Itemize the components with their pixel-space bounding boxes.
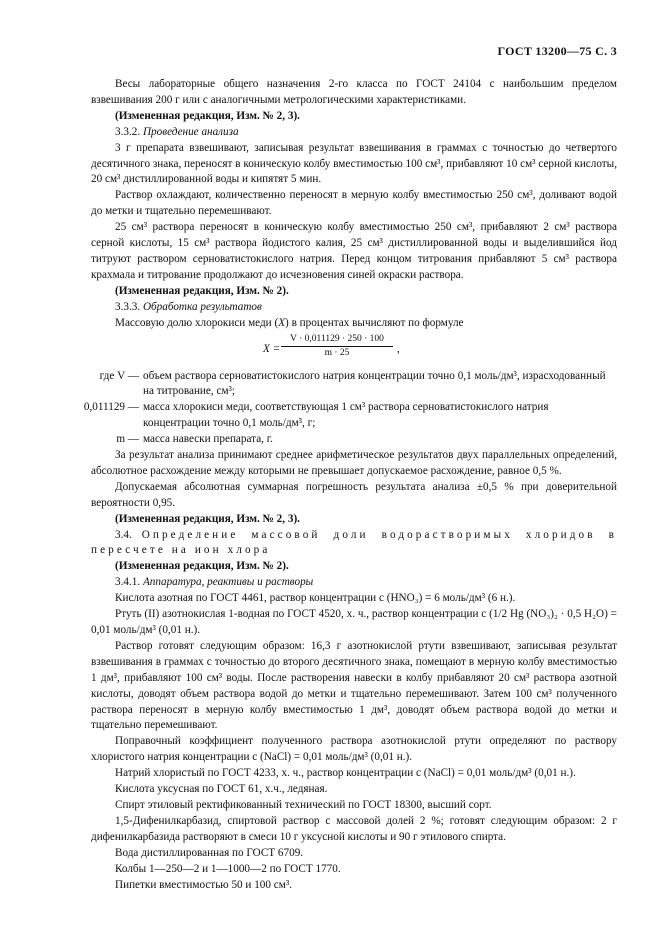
section-3-4-heading [91, 528, 617, 560]
reagent-diphenylcarbazide: 1,5-Дифенилкарбазид, спиртовой раствор с массовой долей 2 %; готовят следующим образом: 2 г дифенилкарбазида растворяют в смеси 10 г уксусной кислоты и 90 г этилового спирта. [91, 814, 617, 843]
definition-row [91, 369, 617, 401]
formula-definitions [83, 369, 617, 449]
section-number: 3.4.1. [115, 576, 141, 589]
formula-lhs: X = [263, 342, 281, 355]
section-3-3-2-heading [91, 125, 617, 141]
section-number: 3.3.2. [115, 125, 141, 138]
edition-note: (Измененная редакция, Изм. № 2, 3). [115, 109, 300, 122]
paragraph-weighing: 3 г препарата взвешивают, записывая результат взвешивания в граммах с точностью до четвертого десятичного знака, переносят в коническую колбу вместимостью 100 см³, прибавляют 10 см³ серной кислоты, 20 см³ дистиллированной воды и кипятят 5 мин. [91, 141, 617, 186]
equipment-pipettes: Пипетки вместимостью 50 и 100 см³. [115, 878, 292, 891]
section-3-4-1-heading [91, 575, 617, 591]
definition-text: масса навески препарата, г. [143, 433, 273, 446]
formula-denominator: m · 25 [324, 347, 350, 358]
edition-note: (Измененная редакция, Изм. № 2, 3). [115, 512, 300, 525]
definition-text: объем раствора серноватистокислого натрия концентрации точно 0,1 моль/дм³, израсходованный на титрование, см³; [143, 369, 606, 398]
edition-note: (Измененная редакция, Изм. № 2). [115, 284, 289, 297]
section-title: Определение массовой доли водорастворимых хлоридов в пересчете на ион хлора [91, 528, 618, 557]
edition-note: (Измененная редакция, Изм. № 2). [115, 560, 289, 573]
paragraph-solution-prep: Раствор готовят следующим образом: 16,3 г азотнокислой ртути взвешивают, записывая результат взвешивания в граммах с точностью до второго десятичного знака, помещают в мерную колбу вместимостью 1 дм³, прибавляют 100 см³ воды. После растворения навески в колбу прибавляют 20 см³ раствора азотной кислоты, доводят объем раствора водой до метки и тщательно перемешивают. Затем 100 см³ полученного раствора переносят в мерную колбу вместимостью 1 дм³, доводят объем раствора водой до метки и тщательно перемешивают. [91, 639, 617, 732]
reagent-mercury-nitrate: Ртуть (II) азотнокислая 1-водная по ГОСТ 4520, х. ч., раствор концентрации c (1/2 Hg (NO₃)₂ · 0,5 H₂O) = 0,01 моль/дм³ (0,01 н.). [91, 608, 617, 636]
formula-numerator: V · 0,011129 · 250 · 100 [281, 333, 393, 347]
definition-term: m — [116, 433, 139, 446]
paragraph-formula-intro: Массовую долю хлорокиси меди (X) в процентах вычисляют по формуле [115, 316, 464, 329]
formula [91, 333, 617, 367]
reagent-acetic-acid: Кислота уксусная по ГОСТ 61, х.ч., ледяная. [115, 783, 328, 796]
reagent-ethanol: Спирт этиловый ректификованный технический по ГОСТ 18300, высший сорт. [115, 798, 492, 811]
section-3-3-3-heading [91, 300, 617, 316]
section-title: Обработка результатов [142, 300, 262, 313]
formula-fraction [281, 333, 393, 360]
definition-term: 0,011129 — [83, 401, 139, 414]
paragraph-titration: 25 см³ раствора переносят в коническую колбу вместимостью 250 см³, прибавляют 2 см³ раствора серной кислоты, 15 см³ раствора йодистого калия, 25 см³ дистиллированной воды и выделившийся йод титруют раствором серноватистокислого натрия. Перед концом титрования прибавляют 5 см³ раствора крахмала и титрование продолжают до исчезновения синей окраски раствора. [91, 221, 617, 281]
document-body [83, 77, 618, 893]
definition-term: где V — [99, 369, 139, 382]
paragraph-balance: Весы лабораторные общего назначения 2-го класса по ГОСТ 24104 с наибольшим пределом взвешивания 200 г или с аналогичными метрологическими характеристиками. [91, 78, 617, 106]
section-title: Аппаратура, реактивы и растворы [142, 576, 314, 589]
reagent-nitric-acid: Кислота азотная по ГОСТ 4461, раствор концентрации c (HNO₃) = 6 моль/дм³ (6 н.). [115, 592, 516, 605]
equipment-flasks: Колбы 1—250—2 и 1—1000—2 по ГОСТ 1770. [115, 862, 341, 875]
paragraph-result: За результат анализа принимают среднее арифметическое результатов двух параллельных определений, абсолютное расхождение между которыми не превышает допускаемое расхождение, равное 0,5 %. [91, 449, 617, 477]
definition-row [83, 400, 617, 432]
definition-row [91, 432, 617, 448]
paragraph-correction-factor: Поправочный коэффициент полученного раствора азотнокислой ртути определяют по раствору хлористого натрия концентрации c (NaCl) = 0,01 моль/дм³ (0,01 н.). [91, 735, 617, 764]
section-title: Проведение анализа [142, 125, 239, 138]
section-number: 3.4. [115, 528, 132, 541]
reagent-sodium-chloride: Натрий хлористый по ГОСТ 4233, х. ч., раствор концентрации c (NaCl) = 0,01 моль/дм³ (0,01 н.). [115, 767, 576, 780]
page-header: ГОСТ 13200—75 С. 3 [497, 44, 617, 58]
definition-text: масса хлорокиси меди, соответствующая 1 см³ раствора серноватистокислого натрия концентрации точно 0,1 моль/дм³, г; [143, 401, 549, 430]
section-number: 3.3.3. [115, 300, 141, 313]
reagent-water: Вода дистиллированная по ГОСТ 6709. [115, 846, 304, 859]
paragraph-cooling: Раствор охлаждают, количественно переносят в мерную колбу вместимостью 250 см³, доливают водой до метки и тщательно перемешивают. [91, 189, 617, 218]
paragraph-error: Допускаемая абсолютная суммарная погрешность результата анализа ±0,5 % при доверительной вероятности 0,95. [91, 480, 617, 509]
formula-tail: , [397, 342, 400, 355]
